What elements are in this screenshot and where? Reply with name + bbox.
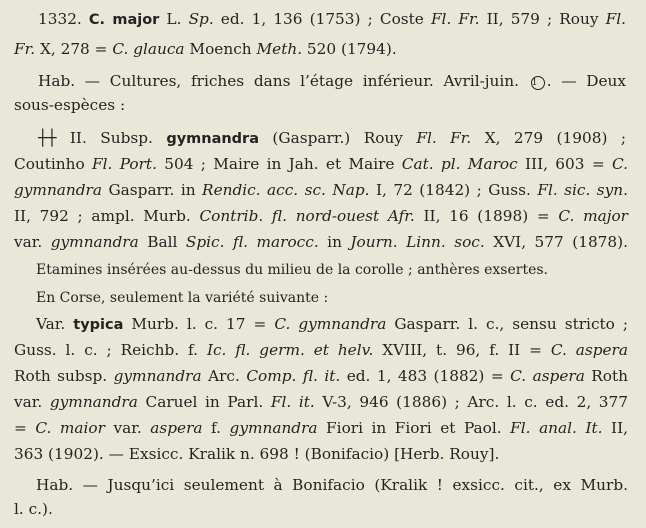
var-line-6: 363 (1902). — Exsicc. Kralik n. 698 ! (Bonifacio) [Herb. Rouy]. <box>14 445 500 463</box>
entry-line-1: 1332. C. major L. Sp. ed. 1, 136 (1753) ; Coste Fl. Fr. II, 579 ; Rouy Fl. <box>38 10 626 28</box>
habitat2-line-1: Hab. — Jusqu’ici seulement à Bonifacio (Kralik ! exsicc. cit., ex Murb. <box>36 476 628 494</box>
entry-number: 1332. <box>38 10 82 28</box>
species-name: C. major <box>88 12 160 28</box>
habitat-line-2: sous-espèces : <box>14 96 126 114</box>
var-line-5: = C. maior var. aspera f. gymnandra Fiori in Fiori et Paol. Fl. anal. It. II, <box>14 419 628 437</box>
cross-symbol: ┼┼ <box>38 129 57 147</box>
subspecies-name: gymnandra <box>166 131 259 147</box>
subsp-line-4: II, 792 ; ampl. Murb. Contrib. fl. nord-ouest Afr. II, 16 (1898) = C. major <box>14 207 628 225</box>
var-line-4: var. gymnandra Caruel in Parl. Fl. it. V-3, 946 (1886) ; Arc. l. c. ed. 2, 377 <box>14 393 628 411</box>
habitat-line-1: Hab. — Cultures, friches dans l’étage inférieur. Avril-juin. 1 . — Deux <box>38 72 626 90</box>
var-line-3: Roth subsp. gymnandra Arc. Comp. fl. it. ed. 1, 483 (1882) = C. aspera Roth <box>14 367 629 385</box>
subsp-line-5: var. gymnandra Ball Spic. fl. marocc. in Journ. Linn. soc. XVI, 577 (1878). <box>14 233 628 251</box>
var-line-1: Var. typica Murb. l. c. 17 = C. gymnandra Gasparr. l. c., sensu stricto ; <box>36 315 629 333</box>
subsp-line-2: Coutinho Fl. Port. 504 ; Maire in Jah. et Maire Cat. pl. Maroc III, 603 = C. <box>14 155 628 173</box>
variety-name: typica <box>73 317 124 333</box>
var-line-2: Guss. l. c. ; Reichb. f. Ic. fl. germ. et helv. XVIII, t. 96, f. II = C. aspera <box>14 341 628 359</box>
subsp-line-3: gymnandra Gasparr. in Rendic. acc. sc. Nap. I, 72 (1842) ; Guss. Fl. sic. syn. <box>14 181 628 199</box>
stamens-description: Etamines insérées au-dessus du milieu de la corolle ; anthères exsertes. <box>36 262 549 278</box>
entry-line-2: Fr. X, 278 = C. glauca Moench Meth. 520 (1794). <box>14 40 397 58</box>
corsica-heading: En Corse, seulement la variété suivante : <box>36 290 329 306</box>
perennial-symbol: 1 <box>531 76 545 90</box>
subsp-line-1: ┼┼ II. Subsp. gymnandra (Gasparr.) Rouy Fl. Fr. X, 279 (1908) ; <box>38 129 627 147</box>
habitat2-line-2: l. c.). <box>14 500 53 518</box>
